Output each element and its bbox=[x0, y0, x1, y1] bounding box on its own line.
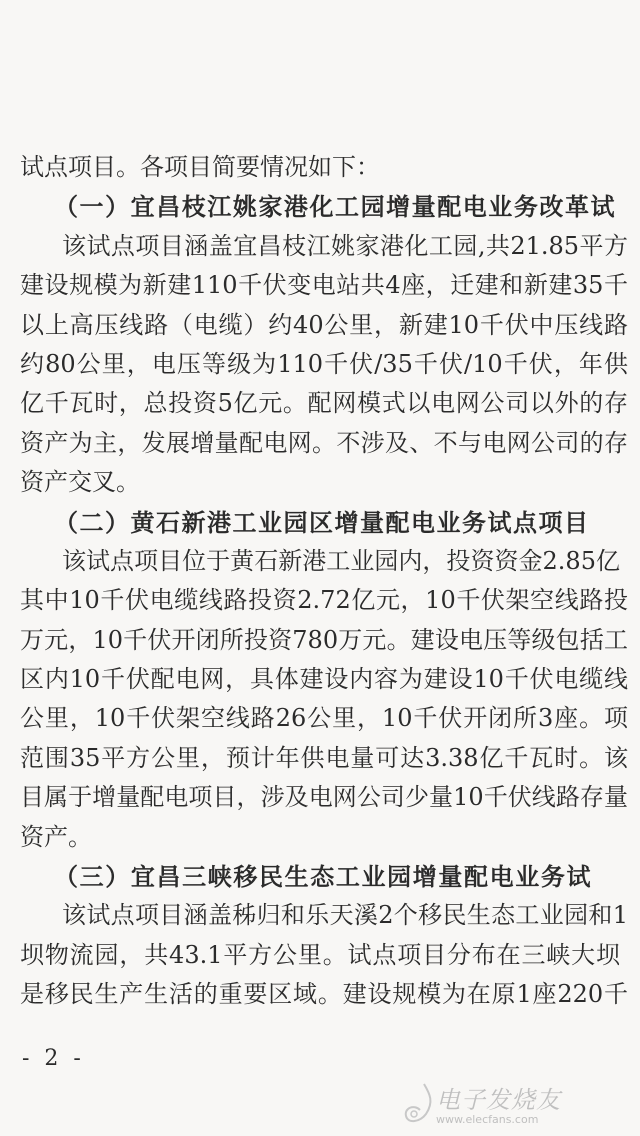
paragraph-line: 区内10千伏配电网，具体建设内容为建设10千伏电缆线 bbox=[20, 665, 628, 694]
watermark bbox=[400, 1080, 630, 1130]
paragraph-line: 资产。 bbox=[20, 822, 92, 851]
document-body bbox=[20, 148, 628, 1015]
watermark-url: www.elecfans.com bbox=[436, 1113, 539, 1126]
paragraph-line: 亿千瓦时，总投资5亿元。配网模式以电网公司以外的存 bbox=[20, 389, 628, 418]
section-heading-3: （三）宜昌三峡移民生态工业园增量配电业务试 bbox=[54, 862, 592, 892]
page-number: - 2 - bbox=[22, 1046, 85, 1071]
paragraph-line: 坝物流园，共43.1平方公里。试点项目分布在三峡大坝 bbox=[20, 940, 620, 969]
paragraph-line: 该试点项目涵盖宜昌枝江姚家港化工园,共21.85平方 bbox=[62, 231, 628, 260]
paragraph-line: 试点项目。各项目简要情况如下： bbox=[20, 153, 380, 181]
paragraph-line: 该试点项目位于黄石新港工业园内，投资资金2.85亿 bbox=[62, 546, 620, 575]
paragraph-line: 公里，10千伏架空线路26公里，10千伏开闭所3座。项 bbox=[20, 704, 628, 733]
paragraph-line: 以上高压线路（电缆）约40公里，新建10千伏中压线路 bbox=[20, 310, 628, 339]
watermark-title: 电子发烧友 bbox=[436, 1086, 561, 1114]
paragraph-line: 资产为主，发展增量配电网。不涉及、不与电网公司的存 bbox=[20, 428, 628, 457]
paragraph-line: 约80公里，电压等级为110千伏/35千伏/10千伏，年供 bbox=[20, 349, 628, 378]
paragraph-line: 资产交叉。 bbox=[20, 468, 140, 497]
paragraph-line: 是移民生产生活的重要区域。建设规模为在原1座220千 bbox=[20, 980, 628, 1009]
paragraph-line: 其中10千伏电缆线路投资2.72亿元，10千伏架空线路投 bbox=[20, 586, 628, 615]
paragraph-line: 万元，10千伏开闭所投资780万元。建设电压等级包括工 bbox=[20, 625, 628, 654]
paragraph-line: 目属于增量配电项目，涉及电网公司少量10千伏线路存量 bbox=[20, 783, 628, 812]
paragraph-line: 范围35平方公里，预计年供电量可达3.38亿千瓦时。该 bbox=[20, 743, 628, 772]
watermark-logo-icon bbox=[400, 1080, 440, 1130]
section-heading-1: （一）宜昌枝江姚家港化工园增量配电业务改革试 bbox=[54, 192, 616, 222]
paragraph-line: 建设规模为新建110千伏变电站共4座，迁建和新建35千 bbox=[20, 271, 628, 300]
paragraph-line: 该试点项目涵盖秭归和乐天溪2个移民生态工业园和1 bbox=[62, 901, 628, 930]
section-heading-2: （二）黄石新港工业园区增量配电业务试点项目 bbox=[54, 507, 590, 537]
